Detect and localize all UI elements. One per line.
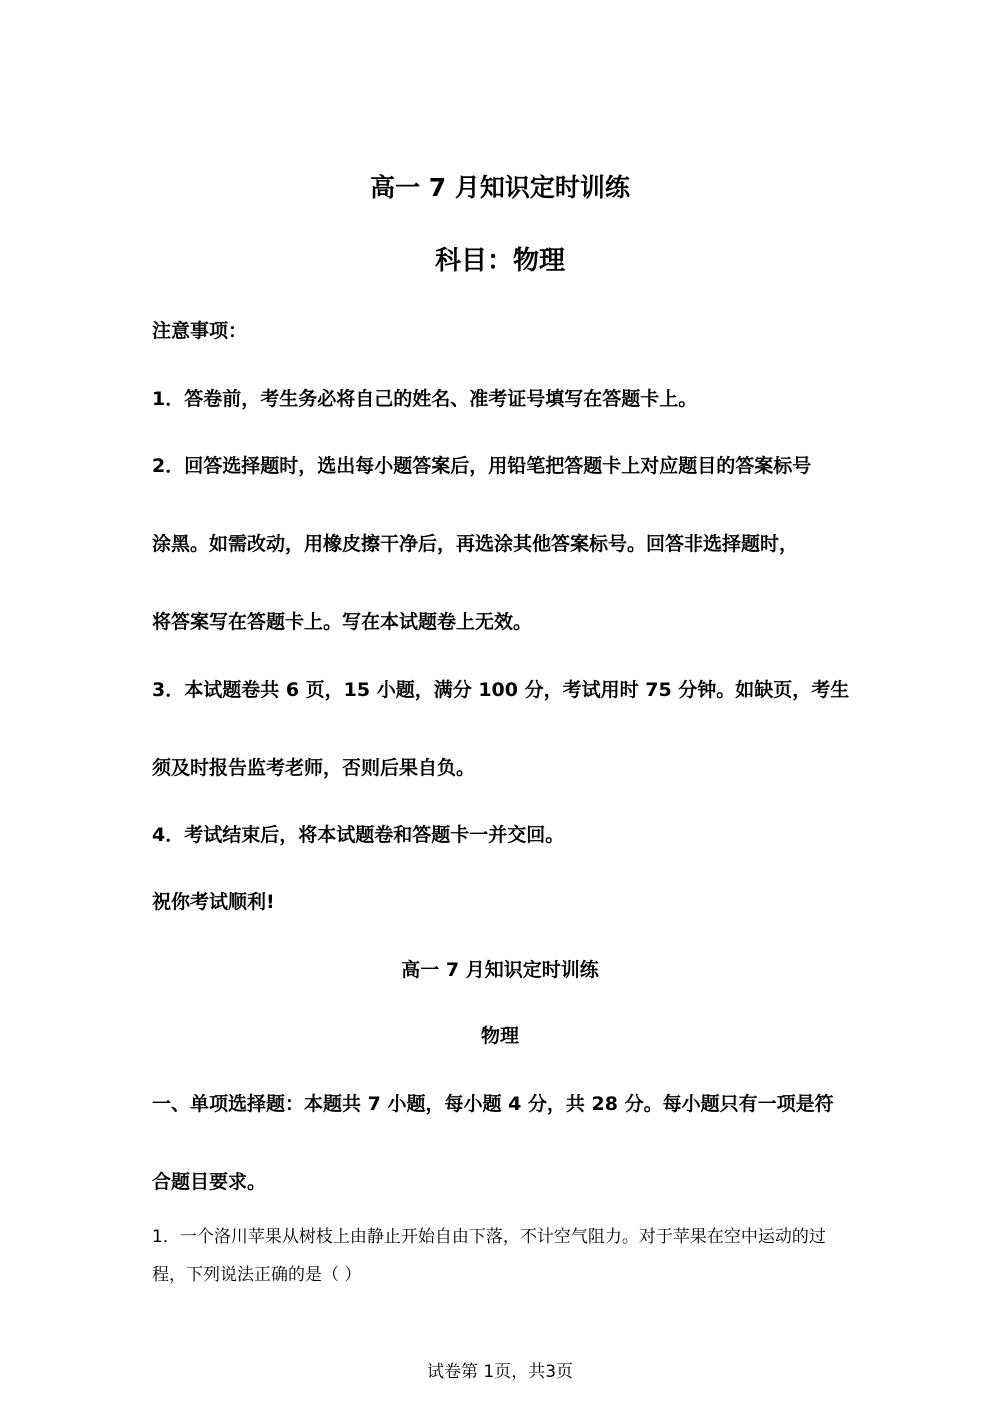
subject-title: 科目：物理: [434, 246, 565, 276]
notice-line: 2．回答选择题时，选出每小题答案后，用铅笔把答题卡上对应题目的答案标号: [152, 455, 812, 477]
page-number: 试卷第 1页，共3页: [426, 1362, 574, 1382]
question-text: 1．一个洛川苹果从树枝上由静止开始自由下落，不计空气阻力。对于苹果在空中运动的过: [152, 1227, 826, 1247]
notice-line: 3．本试题卷共 6 页，15 小题，满分 100 分，考试用时 75 分钟。如缺页，考生: [152, 679, 850, 701]
notice-line: 将答案写在答题卡上。写在本试题卷上无效。: [152, 611, 533, 633]
section-heading: 一、单项选择题：本题共 7 小题，每小题 4 分，共 28 分。每小题只有一项是符: [152, 1093, 834, 1115]
section-heading: 合题目要求。: [152, 1171, 267, 1193]
page-title: 高一 7 月知识定时训练: [370, 173, 630, 202]
notice-line: 涂黑。如需改动，用橡皮擦干净后，再选涂其他答案标号。回答非选择题时，: [152, 533, 799, 555]
section-subject: 物理: [480, 1025, 519, 1047]
notice-line: 4．考试结束后，将本试题卷和答题卡一并交回。: [152, 824, 565, 846]
notice-line: 1．答卷前，考生务必将自己的姓名、准考证号填写在答题卡上。: [152, 388, 698, 410]
good-luck-text: 祝你考试顺利!: [152, 891, 275, 913]
section-title: 高一 7 月知识定时训练: [401, 959, 599, 981]
notice-heading: 注意事项：: [152, 320, 248, 342]
question-text: 程，下列说法正确的是（ ）: [152, 1265, 362, 1285]
notice-line: 须及时报告监考老师，否则后果自负。: [152, 757, 476, 779]
